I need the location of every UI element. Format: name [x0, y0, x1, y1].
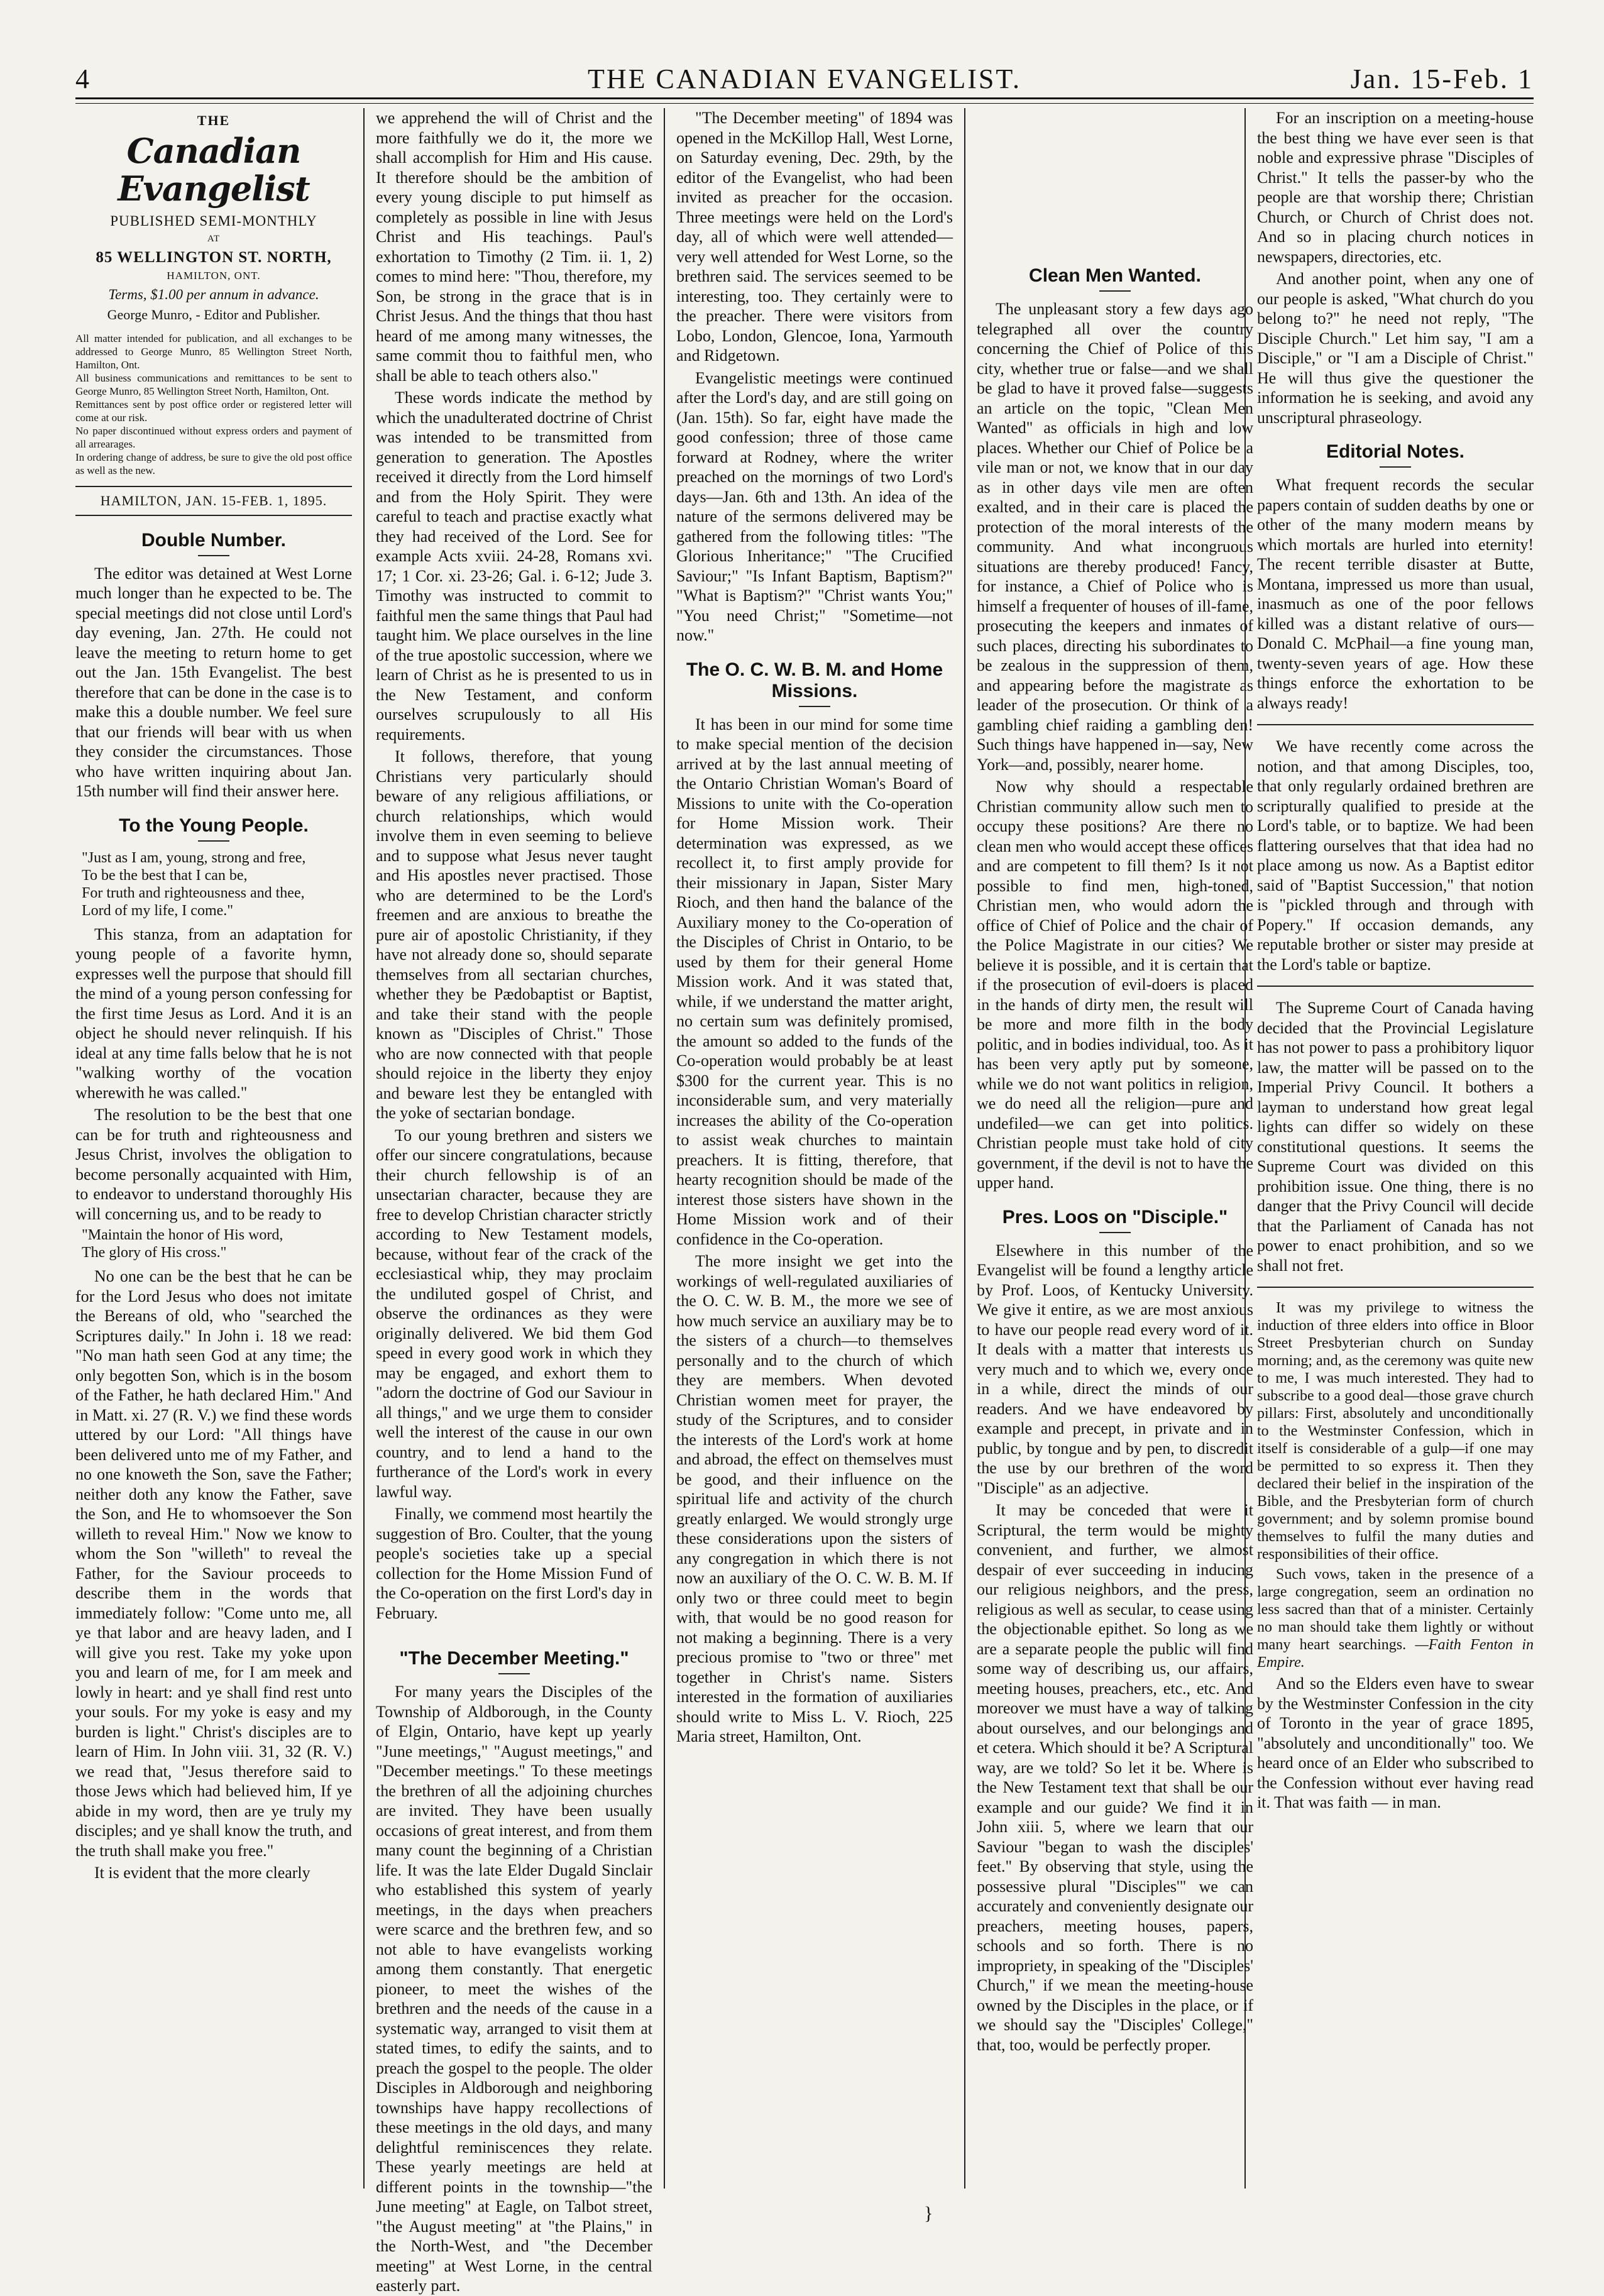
title-rule — [1380, 466, 1411, 468]
article-paragraph: Now why should a respectable Christian community allow such men to occupy these positions? Are there no clean men who would accept these offices and are competent to fill them? Is it not possible to find men, high-toned, Christian men, who would adorn the office of Chief of Police and the chair of the Police Magistrate in our cities? We believe it is possible, and it is certain that if the prosecution of evil-doers is placed in the hands of dirty men, the result will be more and more filth in the body politic, and in bodies individual, too. As it has been very aptly put by someone, while we do not want politics in religion, we do need all the religion—pure and undefiled—we can get into politics. Christian people must take hold of city government, if the devil is not to have the upper hand. — [977, 777, 1253, 1192]
title-rule — [498, 1673, 530, 1674]
title-rule — [1099, 1232, 1131, 1233]
column-4 — [977, 108, 1253, 2189]
masthead-address: 85 WELLINGTON ST. NORTH, — [96, 248, 332, 266]
article-paragraph: No one can be the best that he can be for the Lord Jesus who does not imitate the Bereans of old, who "searched the Scriptures daily." In John i. 18 we read: "No man hath seen God at any time; the only begotten Son, which is in the bosom of the Father, he hath declared Him." And in Matt. xi. 27 (R. V.) we find these words uttered by our Lord: "All things have been delivered unto me of my Father, and no one knoweth the Son, save the Father; neither doth any know the Father, save the Son, and He to whomsoever the Son willeth to reveal Him." Now we know to whom the Son "willeth" to reveal the Father, for the Saviour proceeds to describe them in the words that immediately follow: "Come unto me, all ye that labor and are heavy laden, and I will give you rest. Take my yoke upon you and learn of me, for I am meek and lowly in heart: and ye shall find rest unto your souls. For my yoke is easy and my burden is light." Christ's disciples are to learn of Him. In John viii. 31, 32 (R. V.) we read that, "Jesus therefore said to those Jews which had believed him, If ye abide in my word, then are ye truly my disciples; and ye shall know the truth, and the truth shall make you free." — [75, 1267, 352, 1860]
article-paragraph: For an inscription on a meeting-house the best thing we have ever seen is that noble and expressive phrase "Disciples of Christ." It tells the passer-by who the people are that worship there; Christian Church, or Church of Christ does not. And so in placing church notices in newspapers, directories, etc. — [1257, 109, 1534, 266]
masthead-notice: Remittances sent by post office order or registered letter will come at our risk. — [75, 398, 352, 424]
article-paragraph: Elsewhere in this number of the Evangelist will be found a lengthy article by Prof. Loos, of Kentucky University. We give it entire, as we are most anxious to have our people read every word of it. It deals with a matter that interests us very much and to which we, every once in a while, direct the minds of our readers. And we have endeavored by example and precept, in private and in public, by tongue and by pen, to discredit the use by our brethren of the word "Disciple" as an adjective. — [977, 1241, 1253, 1497]
quote-stanza: "Maintain the honor of His word, The glory of His cross." — [82, 1227, 283, 1261]
poem-stanza: "Just as I am, young, strong and free, To be the best that I can be, For truth and righteousness and thee, Lord of my life, I come." — [82, 849, 306, 919]
masthead — [75, 111, 352, 516]
footer-mark: } — [924, 2203, 933, 2224]
article-paragraph: Evangelistic meetings were continued after the Lord's day, and are still going on (Jan. 15th). So far, eight have made the good confession; three of those came forward at Rodney, where the writer preached on the mornings of two Lord's days—Jan. 6th and 13th. An idea of the nature of the sermons delivered may be gathered from the following titles: "The Glorious Inheritance;" "The Crucified Saviour;" "Is Infant Baptism, Baptism?" "What is Baptism?" "Christ wants You;" "You need Christ;" "Sometime—not now." — [676, 368, 953, 644]
paper-title: THE CANADIAN EVANGELIST. — [588, 63, 1021, 94]
page-number: 4 — [75, 63, 91, 94]
column-rule — [363, 108, 365, 2189]
masthead-editor: George Munro, - Editor and Publisher. — [107, 306, 321, 322]
article-paragraph: The editor was detained at West Lorne much longer than he expected to be. The special meetings did not close until Lord's day evening, Jan. 27th. He could not leave the meeting to return home to get out the Jan. 15th Evangelist. The best therefore that can be done in the case is to make this a double number. We feel sure that our friends will bear with us when they consider the circumstances. Those who have written inquiring about Jan. 15th number will find their answer here. — [75, 564, 352, 800]
article-title: Double Number. — [141, 529, 287, 551]
article-paragraph: It may be conceded that were it Scriptural, the term would be mighty convenient, and further, we almost despair of ever succeeding in inducing our religious neighbors, and the press, religious as well as secular, to cease using the objectionable epithet. So long as we are a separate people the public will find some way of describing us, our affairs, meeting houses, preachers, etc., etc. And moreover we must have a way of talking about ourselves, and our belongings and et cetera. Which should it be? A Scriptural way, are we told? So let it be. Where is the New Testament text that shall be our example and our guide? We find it in John xiii. 5, where we learn that our Saviour "began to wash the disciples' feet." By observing that style, using the possessive plural "Disciples'" we can accurately and conveniently designate our preachers, meeting houses, papers, schools and so forth. There is no impropriety, in speaking of the "Disciples' Church," if we mean the meeting-house owned by the Disciples in the place, or if we should say the "Disciples' College," that, too, would be perfectly proper. — [977, 1501, 1253, 2054]
article-paragraph: The unpleasant story a few days ago telegraphed all over the country concerning the Chief of Police of this city, whether true or false—and we shall be glad to have it proved false—suggests an article on the topic, "Clean Men Wanted" as officials in high and low places. Whether our Chief of Police be a vile man or not, we know that in our day as in other days vile men are often exalted, and in their care is placed the protection of the moral interests of the community. And what incongruous situations are thereby produced! Fancy, for instance, a Chief of Police who is himself a frequenter of houses of ill-fame, prosecuting the keepers and inmates of such places, directing his subordinates to be zealous in the suppression of them, and appearing before the magistrate as leader of the prosecution. Or think of a gambling chief raiding a gambling den! Such things have happened in—say, New York—and, possibly, nearer home. — [977, 300, 1253, 774]
masthead-notice: All business communications and remittances to be sent to George Munro, 85 Wellington Street North, Hamilton, Ont. — [75, 372, 352, 397]
column-3 — [676, 108, 953, 2189]
note-paragraph: The Supreme Court of Canada having decided that the Provincial Legislature has not power to pass a prohibitory liquor law, the matter will be passed on to the Imperial Privy Council. It bothers a layman to understand how great legal lights can differ so widely on these constitutional questions. It seems the Supreme Court was divided on this prohibition issue. One thing, there is no danger that the Privy Council will decide that the Parliament of Canada has not power to enact prohibition, and so we shall not fret. — [1257, 999, 1534, 1275]
note-separator — [1257, 986, 1534, 987]
masthead-name: Canadian Evangelist — [118, 130, 310, 209]
article-paragraph: For many years the Disciples of the Township of Aldborough, in the County of Elgin, Ontario, have kept up yearly "June meetings," "August meetings," and "December meetings." To these meetings the brethren of all the adjoining churches are invited. They have been usually occasions of great interest, and from them many count the beginning of a Christian life. It was the late Elder Dugald Sinclair who established this system of yearly meetings, in the days when preachers were scarce and the brethren few, and so not able to have evangelists working among them constantly. That energetic pioneer, to meet the wishes of the brethren and the needs of the cause in a systematic way, arranged to visit them at stated times, to edify the saints, and to preach the gospel to the people. The older Disciples in Aldborough and neighboring townships have happy recollections of these meetings in the old days, and many delightful reminiscences they relate. These yearly meetings are held at different points in the township—"the June meeting" at Eagle, on Talbot street, "the August meeting" at "the Plains," in the North-West, and "the December meeting" at West Lorne, in the central easterly part. — [376, 1683, 652, 2295]
title-rule — [198, 555, 229, 556]
article-paragraph: Finally, we commend most heartily the suggestion of Bro. Coulter, that the young people's societies take up a special collection for the Home Mission Fund of the Co-operation on the first Lord's day in February. — [376, 1505, 652, 1622]
note-paragraph: It was my privilege to witness the induction of three elders into office in Bloor Street Presbyterian church on Sunday morning; and, as the ceremony was quite new to me, I was much interested. They had to subscribe to a good deal—those grave church pillars: First, absolutely and unconditionally to the Westminster Confession, which in itself is considerable of a gulp—if one may be permitted to so express it. Then they declared their belief in the inspiration of the Bible, and the Presbyterian form of church government; and by solemn promise bound themselves to fulfil the many duties and responsibilities of their office. — [1257, 1300, 1534, 1563]
article-paragraph: It is evident that the more clearly — [94, 1864, 310, 1882]
article-paragraph: It has been in our mind for some time to make special mention of the decision arrived at by the last annual meeting of the Ontario Christian Woman's Board of Missions to unite with the Co-operation for Home Mission work. Their determination was expressed, as we recollect it, to first amply provide for their missionary in Japan, Sister Mary Rioch, and then hand the balance of the Auxiliary money to the Co-operation of the Disciples of Christ in Ontario, to be used by them for their general Home Mission work. And it was stated that, while, if we understand the matter aright, no certain sum was definitely promised, the amount so added to the funds of the Co-operation would probably be at least $300 for the current year. This is no inconsiderable sum, and very materially increases the ability of the Co-operation to assist weak churches to maintain preachers. It is fitting, therefore, that hearty recognition should be made of the interest those sisters have shown in the Home Mission work and of their confidence in the Co-operation. — [676, 715, 953, 1248]
article-paragraph: To our young brethren and sisters we offer our sincere congratulations, because their church fellowship is of an unsectarian character, because they are free to develop Christian character strictly according to New Testament models, because, without fear of the crack of the ecclesiastical whip, they may proclaim the undiluted gospel of Christ, and observe the ordinances as they were originally delivered. We bid them God speed in every good work in which they may be engaged, and exhort them to "adorn the doctrine of God our Saviour in all things," and we urge them to consider well the interest of the cause in our own country, and to lend a hand to the furtherance of the Lord's work in every lawful way. — [376, 1126, 652, 1501]
masthead-at: AT — [207, 233, 221, 244]
masthead-notice: In ordering change of address, be sure to give the old post office as well as the new. — [75, 451, 352, 476]
article-title: The O. C. W. B. M. and Home Missions. — [686, 659, 943, 701]
article-paragraph: And another point, when any one of our people is asked, "What church do you belong to?" he need not reply, "The Disciple Church." Let him say, "I am a Disciple," or "I am a Disciple of Christ." He will thus give the questioner the information he is seeking, and avoid any unscriptural phraseology. — [1257, 270, 1534, 427]
title-rule — [1099, 290, 1131, 292]
note-text: Such vows, taken in the presence of a large congregation, seem an ordination no less sacred than that of a minister. Certainly no man should take them lightly or without many heart searchings. — [1257, 1566, 1534, 1653]
column-rule — [664, 108, 665, 2189]
article-paragraph: The more insight we get into the workings of well-regulated auxiliaries of the O. C. W. B. M., the more we see of how much service an auxiliary may be to the sisters of a church—to themselves personally and to the church of which they are members. When devoted Christian women meet for prayer, the study of the Scriptures, and to consider the interests of the Lord's work at home and abroad, the effect on themselves must be good, and their influence on the spiritual life and activity of the church greatly enlarged. We would strongly urge these considerations upon the sisters of any congregation in which there is not now an auxiliary of the O. C. W. B. M. If only two or three could meet to begin with, that would be no good reason for not making a beginning. There is a very precious promise to "two or three" met together in Christ's name. Sisters interested in the formation of auxiliaries should write to Miss L. V. Rioch, 225 Maria street, Hamilton, Ont. — [676, 1252, 953, 1745]
column-1 — [75, 108, 352, 2189]
masthead-city: HAMILTON, ONT. — [167, 270, 261, 282]
article-title: Editorial Notes. — [1326, 441, 1465, 462]
article-title: "The December Meeting." — [399, 1648, 629, 1669]
article-paragraph: The resolution to be the best that one can be for truth and righteousness and Jesus Christ, involves the obligation to become personally acquainted with Him, to endeavor to understand thoroughly His will concerning us, and to be ready to — [75, 1106, 352, 1223]
note-paragraph: What frequent records the secular papers contain of sudden deaths by one or other of the many modern means by which mortals are hurled into eternity! The recent terrible disaster at Butte, Montana, impressed us more than usual, inasmuch as one of the poor fellows killed was a distant relative of ours—Donald C. McPhail—a fine young man, twenty-seven years of age. How these things enforce the exhortation to be always ready! — [1257, 476, 1534, 712]
title-rule — [799, 706, 830, 707]
running-header — [75, 57, 1534, 101]
masthead-the: THE — [197, 113, 231, 128]
note-paragraph: And so the Elders even have to swear by the Westminster Confession in the city of Toronto in the year of grace 1895, "absolutely and unconditionally" too. We heard once of an Elder who subscribed to the Confession without ever having read it. That was faith — in man. — [1257, 1674, 1534, 1811]
masthead-notice: All matter intended for publication, and all exchanges to be addressed to George Munro, 85 Wellington Street North, Hamilton, Ont. — [75, 332, 352, 371]
note-paragraph: We have recently come across the notion, and that among Disciples, too, that only regularly ordained brethren are scripturally qualified to preside at the Lord's table, or to baptize. We had been flattering ourselves that that idea had no place among us now. As a Baptist editor said of "Baptist Succession," that notion is "pickled through and through with Popery." If occasion demands, any reputable brother or sister may preside at the Lord's table or baptize. — [1257, 737, 1534, 974]
masthead-published: PUBLISHED SEMI-MONTHLY — [110, 212, 317, 229]
article-paragraph: "The December meeting" of 1894 was opened in the McKillop Hall, West Lorne, on Saturday evening, Dec. 29th, by the editor of the Evangelist, who had been invited as preacher for the occasion. Three meetings were held on the Lord's day, all of which were well attended—very well attended for West Lorne, so the brethren said. The services seemed to be interesting, too. They certainly were to the preacher. There were visitors from Lobo, London, Glencoe, Iona, Yarmouth and Ridgetown. — [676, 109, 953, 365]
note-paragraph — [1257, 1566, 1534, 1671]
masthead-terms: Terms, $1.00 per annum in advance. — [108, 287, 319, 302]
note-separator — [1257, 1287, 1534, 1288]
article-paragraph: These words indicate the method by which the unadulterated doctrine of Christ was intended to be transmitted from generation to generation. The Apostles received it directly from the Lord himself and from the Holy Spirit. They were careful to teach and practise exactly what they had received of the Lord. See for example Acts xviii. 24-28, Romans xvi. 17; 1 Cor. xi. 23-26; Gal. i. 6-12; Jude 3. Timothy was instructed to commit to faithful men the same things that Paul had taught him. We place ourselves in the line of the true apostolic succession, where we learn of Christ as he is presented to us in the New Testament, and conform ourselves scrupulously to all His requirements. — [376, 388, 652, 744]
newspaper-page — [75, 38, 1534, 2295]
article-paragraph: It follows, therefore, that young Christians very particularly should beware of any religious affiliations, or church relationships, which would involve them in even seeming to believe and to suppose what Jesus never taught and His apostles never practised. Those who are determined to be the Lord's freemen and are anxious to breathe the pure air of apostolic Christianity, if they have not already done so, should separate themselves from all sectarian churches, whether they be Pædobaptist or Baptist, and take their stand with the people known as "Disciples of Christ." Those who are now connected with that people should rejoice in the liberty they enjoy and beware lest they be entangled with the yoke of sectarian bondage. — [376, 747, 652, 1122]
header-rule — [75, 97, 1534, 104]
dateline: HAMILTON, JAN. 15-FEB. 1, 1895. — [75, 486, 352, 516]
column-rule — [964, 108, 965, 2189]
masthead-notice: No paper discontinued without express orders and payment of all arrearages. — [75, 425, 352, 450]
column-2 — [376, 108, 652, 2295]
title-rule — [198, 840, 229, 842]
article-title: Pres. Loos on "Disciple." — [1002, 1206, 1228, 1228]
note-signature: —Faith Fenton in Empire. — [1257, 1637, 1534, 1671]
article-paragraph: This stanza, from an adaptation for young people of a favorite hymn, expresses well the purpose that should fill the mind of a young person confessing for the first time Jesus as Lord. And it is an object he should never relinquish. If his ideal at any time falls below that he is not "walking worthy of the vocation wherewith he was called." — [75, 925, 352, 1102]
issue-date: Jan. 15-Feb. 1 — [1350, 63, 1534, 94]
column-5 — [1257, 108, 1534, 2189]
article-paragraph: we apprehend the will of Christ and the more faithfully we do it, the more we shall accomplish for Him and His cause. It therefore should be the ambition of every young disciple to put himself as completely as possible in line with Jesus Christ and His teachings. Paul's exhortation to Timothy (2 Tim. ii. 1, 2) comes to mind here: "Thou, therefore, my Son, be strong in the grace that is in Christ Jesus. And the things that thou hast heard of me among many witnesses, the same commit thou to faithful men, who shall be able to teach others also." — [376, 109, 652, 385]
article-title: Clean Men Wanted. — [1029, 265, 1201, 286]
note-separator — [1257, 724, 1534, 725]
article-title: To the Young People. — [119, 815, 309, 836]
